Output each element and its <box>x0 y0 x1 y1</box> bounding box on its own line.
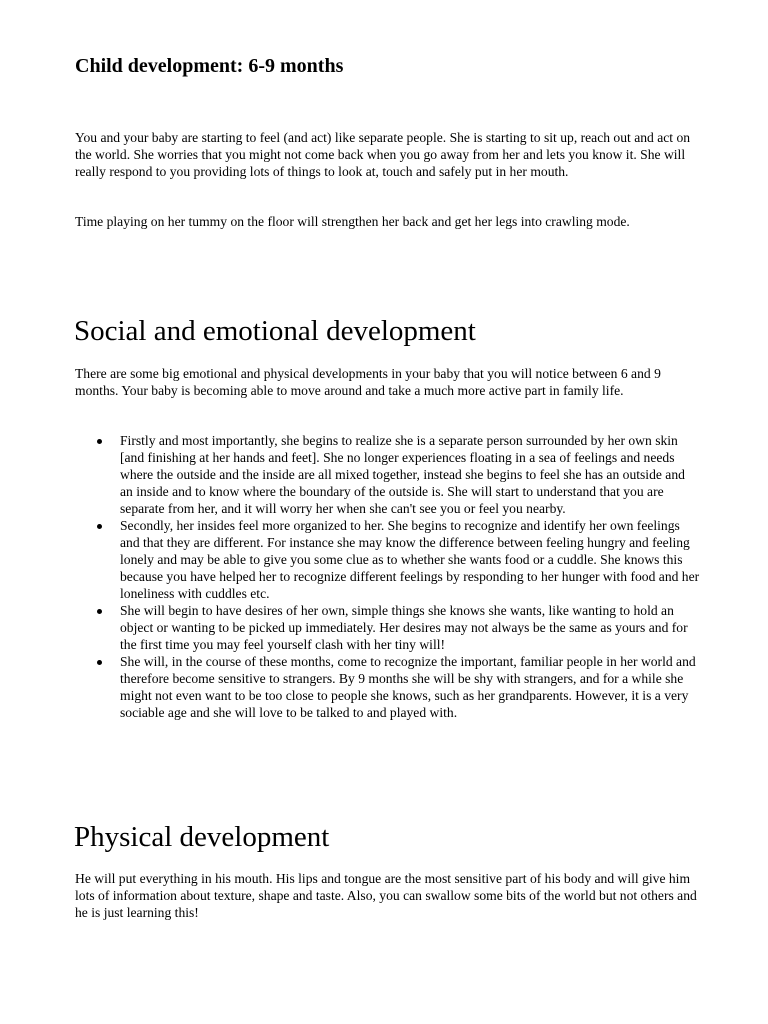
list-item <box>75 653 700 721</box>
list-item <box>75 432 700 517</box>
list-item-text: She will begin to have desires of her own, simple things she knows she wants, like wanting to hold an object or wanting to be picked up immediately. Her desires may not always be the same as yours and for the first time you may feel yourself clash with her tiny will! <box>120 603 688 652</box>
list-item-text: She will, in the course of these months, come to recognize the important, familiar people in her world and therefore become sensitive to strangers. By 9 months she will be shy with strangers, and for a while she might not even want to be too close to people she knows, such as her grandparents. However, it is a very sociable age and she will love to be talked to and played with. <box>120 654 696 720</box>
physical-paragraph: He will put everything in his mouth. His lips and tongue are the most sensitive part of his body and will give him lots of information about texture, shape and taste. Also, you can swallow some bits of the world but not others and he is just learning this! <box>75 871 697 920</box>
bullet-icon <box>97 439 102 444</box>
bullet-icon <box>97 609 102 614</box>
intro-paragraph: You and your baby are starting to feel (and act) like separate people. She is starting to sit up, reach out and act on the world. She worries that you might not come back when you go away from her and lets you know it. She will really respond to you providing lots of things to look at, touch and safely put in her mouth. <box>75 130 691 179</box>
list-item <box>75 517 700 602</box>
bullet-icon <box>97 660 102 665</box>
social-intro-paragraph: There are some big emotional and physical developments in your baby that you will notice between 6 and 9 months. Your baby is becoming able to move around and take a much more active part in family life. <box>75 366 661 398</box>
intro-paragraph: Time playing on her tummy on the floor will strengthen her back and get her legs into crawling mode. <box>75 214 630 229</box>
document-title: Child development: 6-9 months <box>75 55 344 77</box>
section-heading-social: Social and emotional development <box>74 315 476 347</box>
list-item <box>75 602 700 653</box>
social-bullet-list <box>75 432 700 721</box>
bullet-icon <box>97 524 102 529</box>
list-item-text: Firstly and most importantly, she begins to realize she is a separate person surrounded by her own skin [and finishing at her hands and feet]. She no longer experiences floating in a sea of feelings and needs where the outside and the inside are all mixed together, instead she begins to feel she has an outside and an inside and to know where the boundary of the outside is. She will start to understand that you are separate from her, and it will worry her when she can't see you or feel you nearby. <box>120 433 685 516</box>
section-heading-physical: Physical development <box>74 821 330 853</box>
list-item-text: Secondly, her insides feel more organized to her. She begins to recognize and identify her own feelings and that they are different. For instance she may know the difference between feeling hungry and feeling lonely and may be able to give you some clue as to whether she wants food or a cuddle. She knows this because you have helped her to recognize different feelings by responding to her hunger with food and her loneliness with cuddles etc. <box>120 518 700 601</box>
